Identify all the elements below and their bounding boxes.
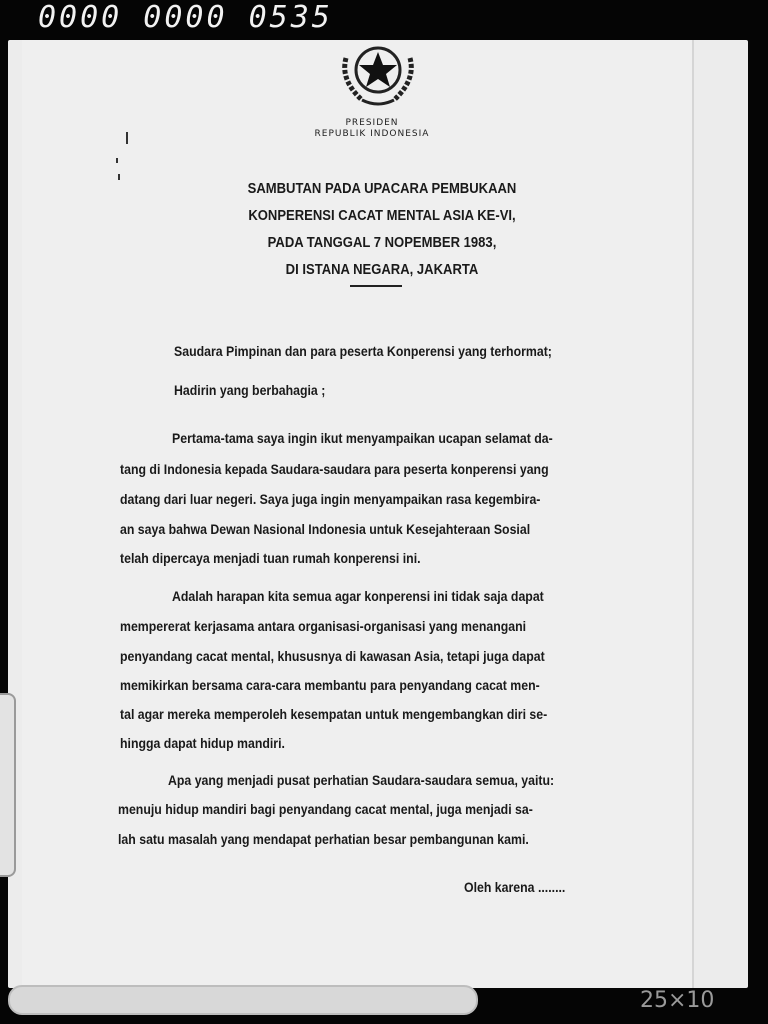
film-holder-bar [8, 985, 478, 1015]
paragraph-2-line: Adalah harapan kita semua agar konperensi ini tidak saja dapat [172, 588, 544, 604]
title-line: SAMBUTAN PADA UPACARA PEMBUKAAN [247, 181, 517, 197]
film-speck [126, 132, 128, 144]
paragraph-3-line: menuju hidup mandiri bagi penyandang cacat mental, juga menjadi sa- [118, 801, 533, 817]
paragraph-2-line: memikirkan bersama cara-cara membantu para penyandang cacat men- [120, 677, 540, 693]
paragraph-2-line: hingga dapat hidup mandiri. [120, 735, 285, 751]
speech-title [58, 176, 706, 284]
film-reduction-mark: 25×10 [640, 988, 715, 1013]
paragraph-2-line: penyandang cacat mental, khususnya di kawasan Asia, tetapi juga dapat [120, 648, 545, 664]
paragraph-1-line: tang di Indonesia kepada Saudara-saudara para peserta konperensi yang [120, 461, 549, 477]
presidential-emblem-icon [332, 40, 424, 110]
continuation-text: Oleh karena ........ [464, 879, 566, 895]
salutation-line: Saudara Pimpinan dan para peserta Konperensi yang terhormat; [174, 343, 552, 359]
paragraph-2-line: tal agar mereka memperoleh kesempatan untuk mengembangkan diri se- [120, 706, 548, 722]
letterhead-line-1: PRESIDEN [345, 118, 399, 128]
title-line: DI ISTANA NEGARA, JAKARTA [285, 262, 479, 278]
paragraph-3-line: lah satu masalah yang mendapat perhatian besar pembangunan kami. [118, 831, 529, 847]
salutation-line: Hadirin yang berbahagia ; [174, 382, 326, 398]
film-speck [118, 174, 120, 180]
paragraph-1-line: telah dipercaya menjadi tuan rumah konperensi ini. [120, 550, 421, 566]
frame-number: 0000 0000 0535 [38, 0, 333, 35]
title-line: KONPERENSI CACAT MENTAL ASIA KE-VI, [248, 208, 516, 224]
film-speck [116, 158, 118, 163]
paragraph-1-line: an saya bahwa Dewan Nasional Indonesia untuk Kesejahteraan Sosial [120, 521, 531, 537]
letterhead-line-2: REPUBLIK INDONESIA [314, 129, 430, 139]
title-line: PADA TANGGAL 7 NOPEMBER 1983, [267, 235, 497, 251]
paragraph-3-line: Apa yang menjadi pusat perhatian Saudara-saudara semua, yaitu: [168, 772, 555, 788]
document-page [22, 40, 694, 988]
paragraph-2-line: mempererat kerjasama antara organisasi-organisasi yang menangani [120, 618, 527, 634]
microfilm-sheet [8, 40, 748, 988]
film-edge-tab [0, 693, 16, 877]
paragraph-1-line: datang dari luar negeri. Saya juga ingin menyampaikan rasa kegembira- [120, 491, 541, 507]
paragraph-1-line: Pertama-tama saya ingin ikut menyampaikan ucapan selamat da- [172, 430, 553, 446]
title-divider [350, 285, 402, 287]
